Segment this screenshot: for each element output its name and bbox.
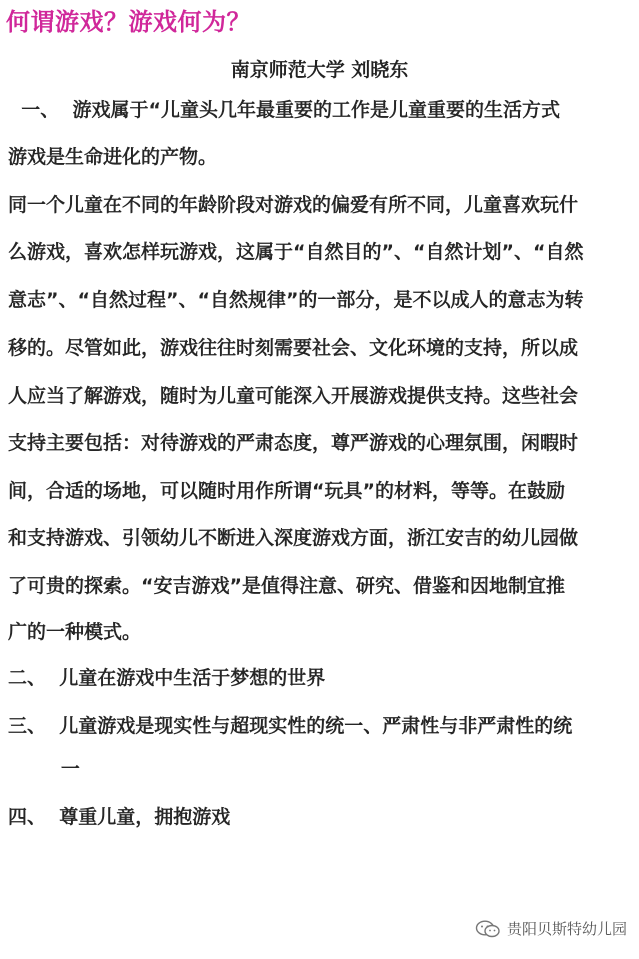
- watermark-text: 贵阳贝斯特幼儿园: [506, 920, 627, 938]
- text-line: 意志”、“自然过程”、“自然规律”的一部分，是不以成人的意志为转: [8, 289, 584, 311]
- text-line: 移的。尽管如此，游戏往往时刻需要社会、文化环境的支持，所以成: [8, 337, 579, 359]
- text-line: 了可贵的探索。“安吉游戏”是值得注意、研究、借鉴和因地制宜推: [8, 575, 565, 597]
- text-line: 一、 游戏属于“儿童头几年最重要的工作是儿童重要的生活方式: [8, 99, 560, 121]
- text-line: 广的一种模式。: [8, 621, 142, 643]
- text-line: 同一个儿童在不同的年龄阶段对游戏的偏爱有所不同，儿童喜欢玩什: [8, 194, 579, 216]
- text-line: 支持主要包括：对待游戏的严肃态度，尊严游戏的心理氛围，闲暇时: [8, 432, 579, 454]
- section-heading: 三、 儿童游戏是现实性与超现实性的统一、严肃性与非严肃性的统: [8, 715, 573, 737]
- author-line: 南京师范大学 刘晓东: [230, 59, 409, 81]
- text-line: 间，合适的场地，可以随时用作所谓“玩具”的材料，等等。在鼓励: [8, 480, 565, 502]
- watermark: [475, 918, 627, 939]
- page-title: 何谓游戏？游戏何为？: [6, 8, 251, 36]
- text-line: 游戏是生命进化的产物。: [8, 146, 218, 168]
- section-heading: 四、 尊重儿童，拥抱游戏: [8, 806, 231, 828]
- text-line: 么游戏，喜欢怎样玩游戏，这属于“自然目的”、“自然计划”、“自然: [8, 241, 584, 263]
- wechat-icon: [475, 920, 501, 938]
- section-heading: 二、 儿童在游戏中生活于梦想的世界: [8, 667, 326, 689]
- text-line: 和支持游戏、引领幼儿不断进入深度游戏方面，浙江安吉的幼儿园做: [8, 527, 579, 549]
- text-line: 人应当了解游戏，随时为儿童可能深入开展游戏提供支持。这些社会: [8, 385, 579, 407]
- section-heading-continued: 一: [8, 758, 80, 780]
